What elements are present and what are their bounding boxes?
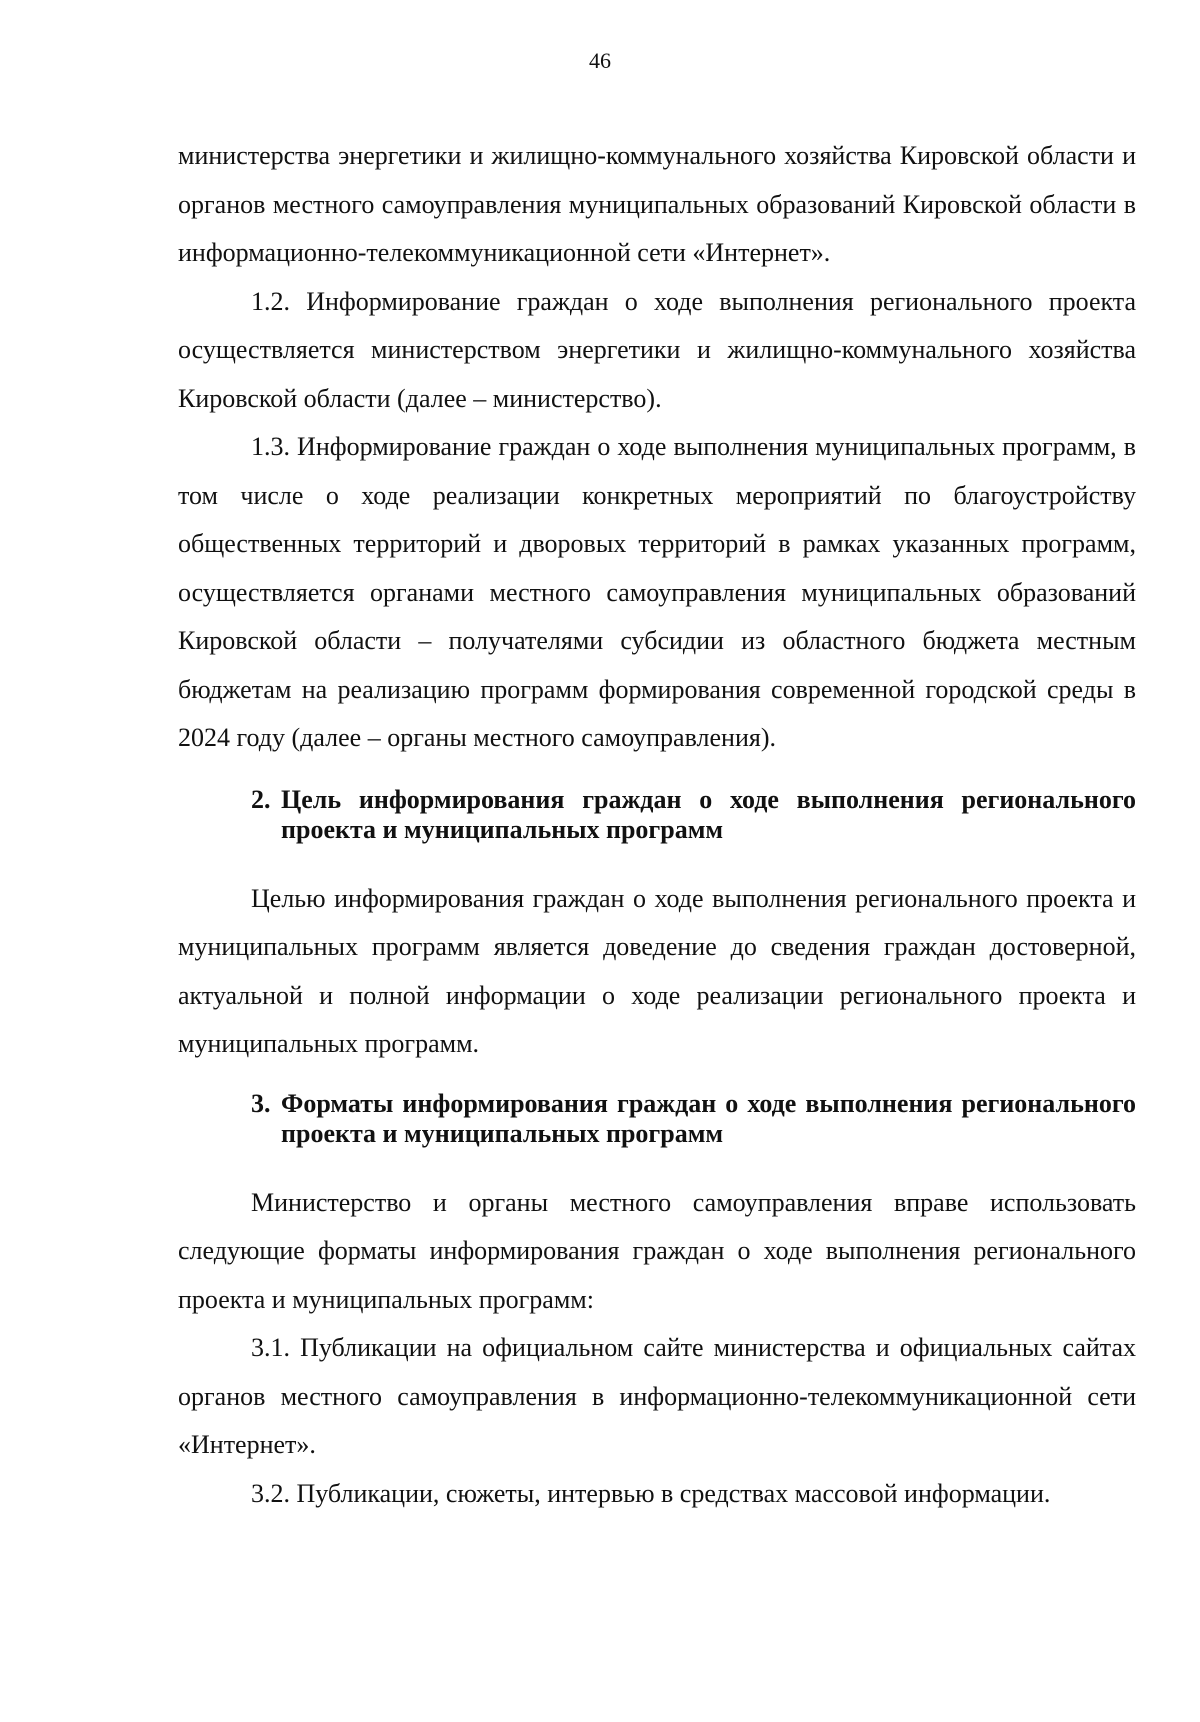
paragraph-1-3: 1.3. Информирование граждан о ходе выполнения муниципальных программ, в том числе о ходе реализации конкретных мероприятий по благоустройству общественных территорий и дворовых территорий в рамках указанных программ, осуществляется органами местного самоуправления муниципальных образований Кировской области – получателями субсидии из областного бюджета местным бюджетам на реализацию программ формирования современной городской среды в 2024 году (далее – органы местного самоуправления). [178, 432, 1136, 752]
document-body [178, 132, 1136, 1518]
section-2-number: 2. [251, 784, 271, 814]
page-number: 46 [589, 48, 611, 73]
section-2-heading [178, 785, 1136, 845]
section-3-title: Форматы информирования граждан о ходе выполнения регионального проекта и муниципальных программ [281, 1088, 1136, 1148]
paragraph-3-1: 3.1. Публикации на официальном сайте министерства и официальных сайтах органов местного самоуправления в информационно-телекоммуникационной сети «Интернет». [178, 1333, 1136, 1459]
paragraph-1-2: 1.2. Информирование граждан о ходе выполнения регионального проекта осуществляется министерством энергетики и жилищно-коммунального хозяйства Кировской области (далее – министерство). [178, 286, 1136, 413]
paragraph-3-2: 3.2. Публикации, сюжеты, интервью в средствах массовой информации. [251, 1478, 1051, 1508]
paragraph-section-3-intro: Министерство и органы местного самоуправления вправе использовать следующие форматы информирования граждан о ходе выполнения регионального проекта и муниципальных программ: [178, 1187, 1136, 1314]
paragraph-ministry-continuation: министерства энергетики и жилищно-коммунального хозяйства Кировской области и органов местного самоуправления муниципальных образований Кировской области в информационно-телекоммуникационной сети «Интернет». [178, 141, 1136, 267]
section-2-title: Цель информирования граждан о ходе выполнения регионального проекта и муниципальных программ [281, 784, 1136, 844]
paragraph-section-2-body: Целью информирования граждан о ходе выполнения регионального проекта и муниципальных программ является доведение до сведения граждан достоверной, актуальной и полной информации о ходе реализации регионального проекта и муниципальных программ. [178, 883, 1136, 1058]
section-3-heading [178, 1089, 1136, 1149]
section-3-number: 3. [251, 1088, 271, 1118]
